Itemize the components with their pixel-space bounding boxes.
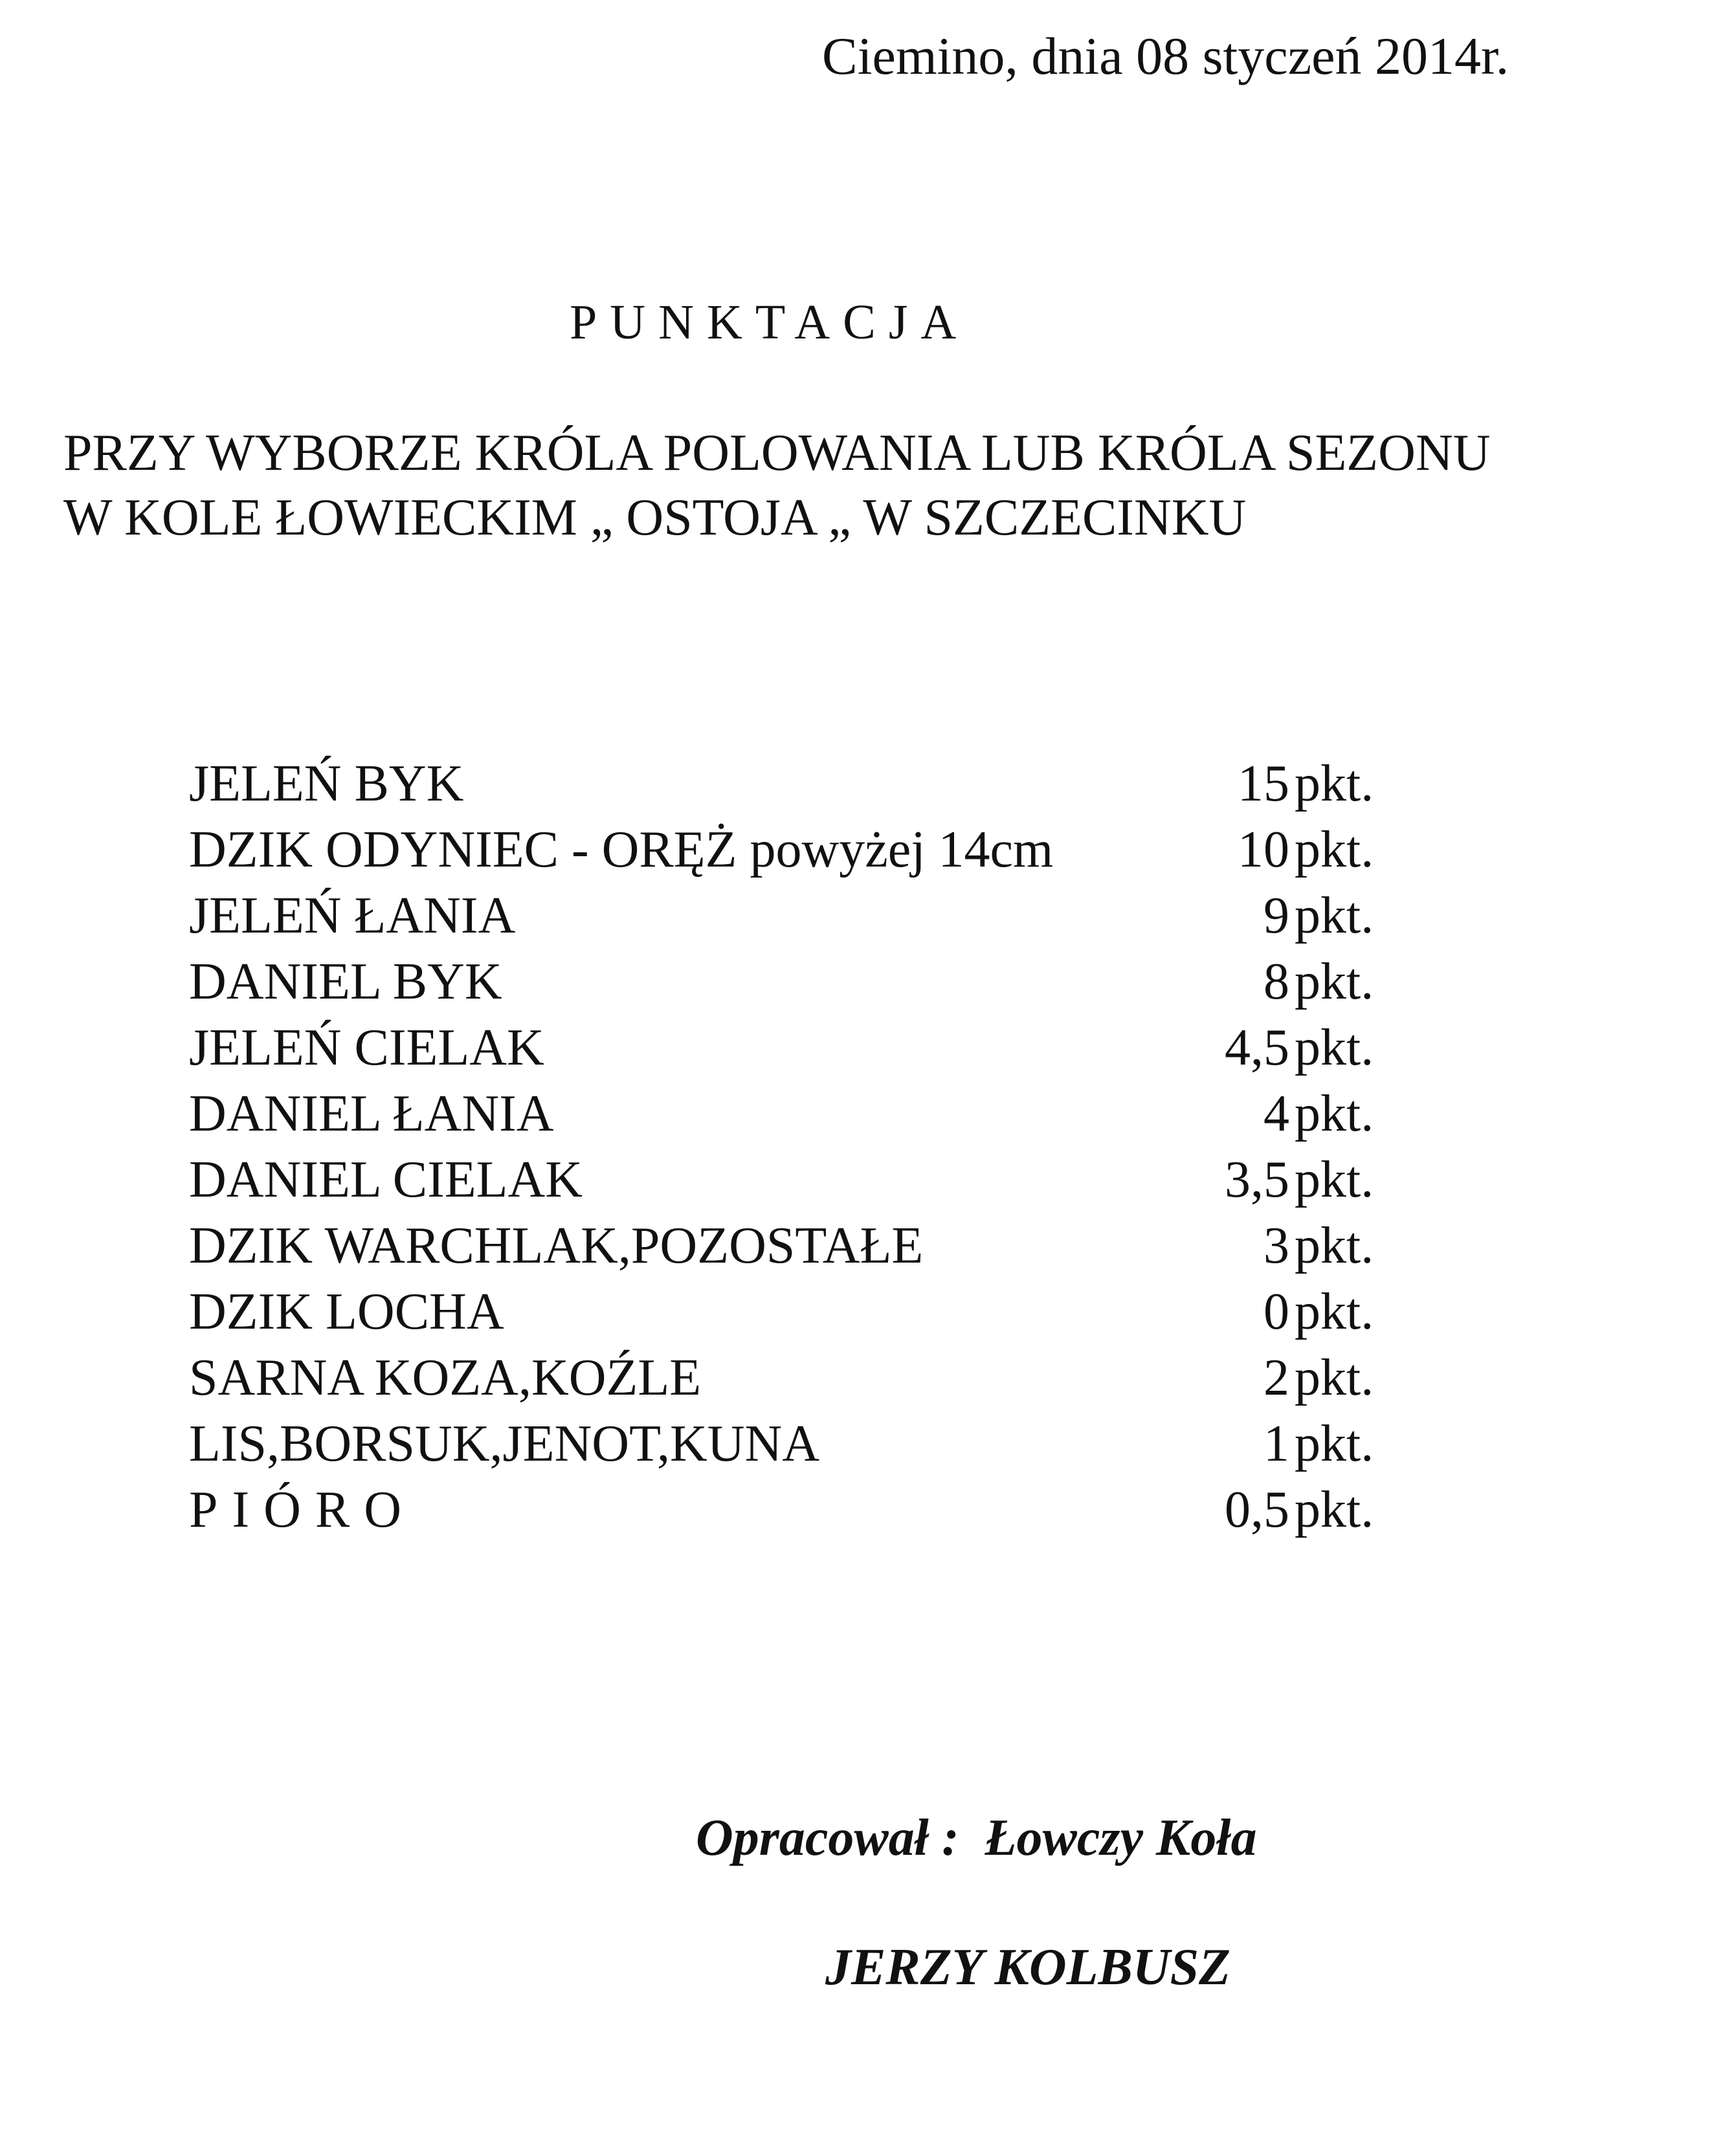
animal-name: DZIK WARCHLAK,POZOSTAŁE <box>189 1217 924 1274</box>
points-unit: pkt. <box>1295 1151 1374 1208</box>
table-row <box>189 1345 1374 1411</box>
points-value: 10 <box>1238 821 1289 878</box>
subtitle-line-1: PRZY WYBORZE KRÓLA POLOWANIA LUB KRÓLA SEZONU <box>63 425 1491 481</box>
points-value: 0,5 <box>1225 1481 1289 1538</box>
animal-name: PIÓRO <box>189 1481 416 1538</box>
points-value: 1 <box>1263 1415 1289 1472</box>
subtitle-line-2: W KOLE ŁOWIECKIM „ OSTOJA „ W SZCZECINKU <box>63 489 1247 546</box>
table-row <box>189 751 1374 817</box>
points-unit: pkt. <box>1295 1415 1374 1472</box>
document-subtitle <box>63 421 1491 550</box>
points-value: 8 <box>1263 953 1289 1010</box>
points-unit: pkt. <box>1295 1085 1374 1142</box>
points-value: 4 <box>1263 1085 1289 1142</box>
author-name: JERZY KOLBUSZ <box>825 1939 1230 1996</box>
table-row <box>189 1279 1374 1345</box>
points-unit: pkt. <box>1295 953 1374 1010</box>
points-value: 3 <box>1263 1217 1289 1274</box>
prepared-label: Opracował : <box>696 1809 959 1866</box>
points-value: 2 <box>1263 1349 1289 1406</box>
animal-name: DANIEL CIELAK <box>189 1151 583 1208</box>
points-unit: pkt. <box>1295 1217 1374 1274</box>
animal-name: LIS,BORSUK,JENOT,KUNA <box>189 1415 820 1472</box>
score-table <box>189 751 1374 1543</box>
animal-name: JELEŃ BYK <box>189 755 464 812</box>
points-value: 15 <box>1238 755 1289 812</box>
points-unit: pkt. <box>1295 1283 1374 1340</box>
table-row <box>189 1213 1374 1279</box>
prepared-by <box>696 1809 1257 1868</box>
table-row <box>189 1015 1374 1081</box>
points-unit: pkt. <box>1295 1019 1374 1076</box>
prepared-role: Łowczy Koła <box>985 1809 1257 1866</box>
animal-name: JELEŃ ŁANIA <box>189 887 516 944</box>
animal-name: DZIK LOCHA <box>189 1283 504 1340</box>
table-row <box>189 1147 1374 1213</box>
points-value: 9 <box>1263 887 1289 944</box>
animal-name: SARNA KOZA,KOŹLE <box>189 1349 702 1406</box>
table-row <box>189 1411 1374 1477</box>
table-row <box>189 1477 1374 1543</box>
points-value: 0 <box>1263 1283 1289 1340</box>
points-unit: pkt. <box>1295 887 1374 944</box>
points-value: 4,5 <box>1225 1019 1289 1076</box>
table-row <box>189 949 1374 1015</box>
table-row <box>189 883 1374 949</box>
document-title: PUNKTACJA <box>570 295 970 349</box>
points-unit: pkt. <box>1295 1481 1374 1538</box>
points-unit: pkt. <box>1295 821 1374 878</box>
animal-name: JELEŃ CIELAK <box>189 1019 544 1076</box>
points-unit: pkt. <box>1295 755 1374 812</box>
animal-name: DANIEL BYK <box>189 953 502 1010</box>
animal-name: DZIK ODYNIEC - ORĘŻ powyżej 14cm <box>189 821 1054 878</box>
points-unit: pkt. <box>1295 1349 1374 1406</box>
table-row <box>189 1081 1374 1147</box>
table-row <box>189 817 1374 883</box>
date-line: Ciemino, dnia 08 styczeń 2014r. <box>822 27 1509 85</box>
animal-name: DANIEL ŁANIA <box>189 1085 554 1142</box>
points-value: 3,5 <box>1225 1151 1289 1208</box>
